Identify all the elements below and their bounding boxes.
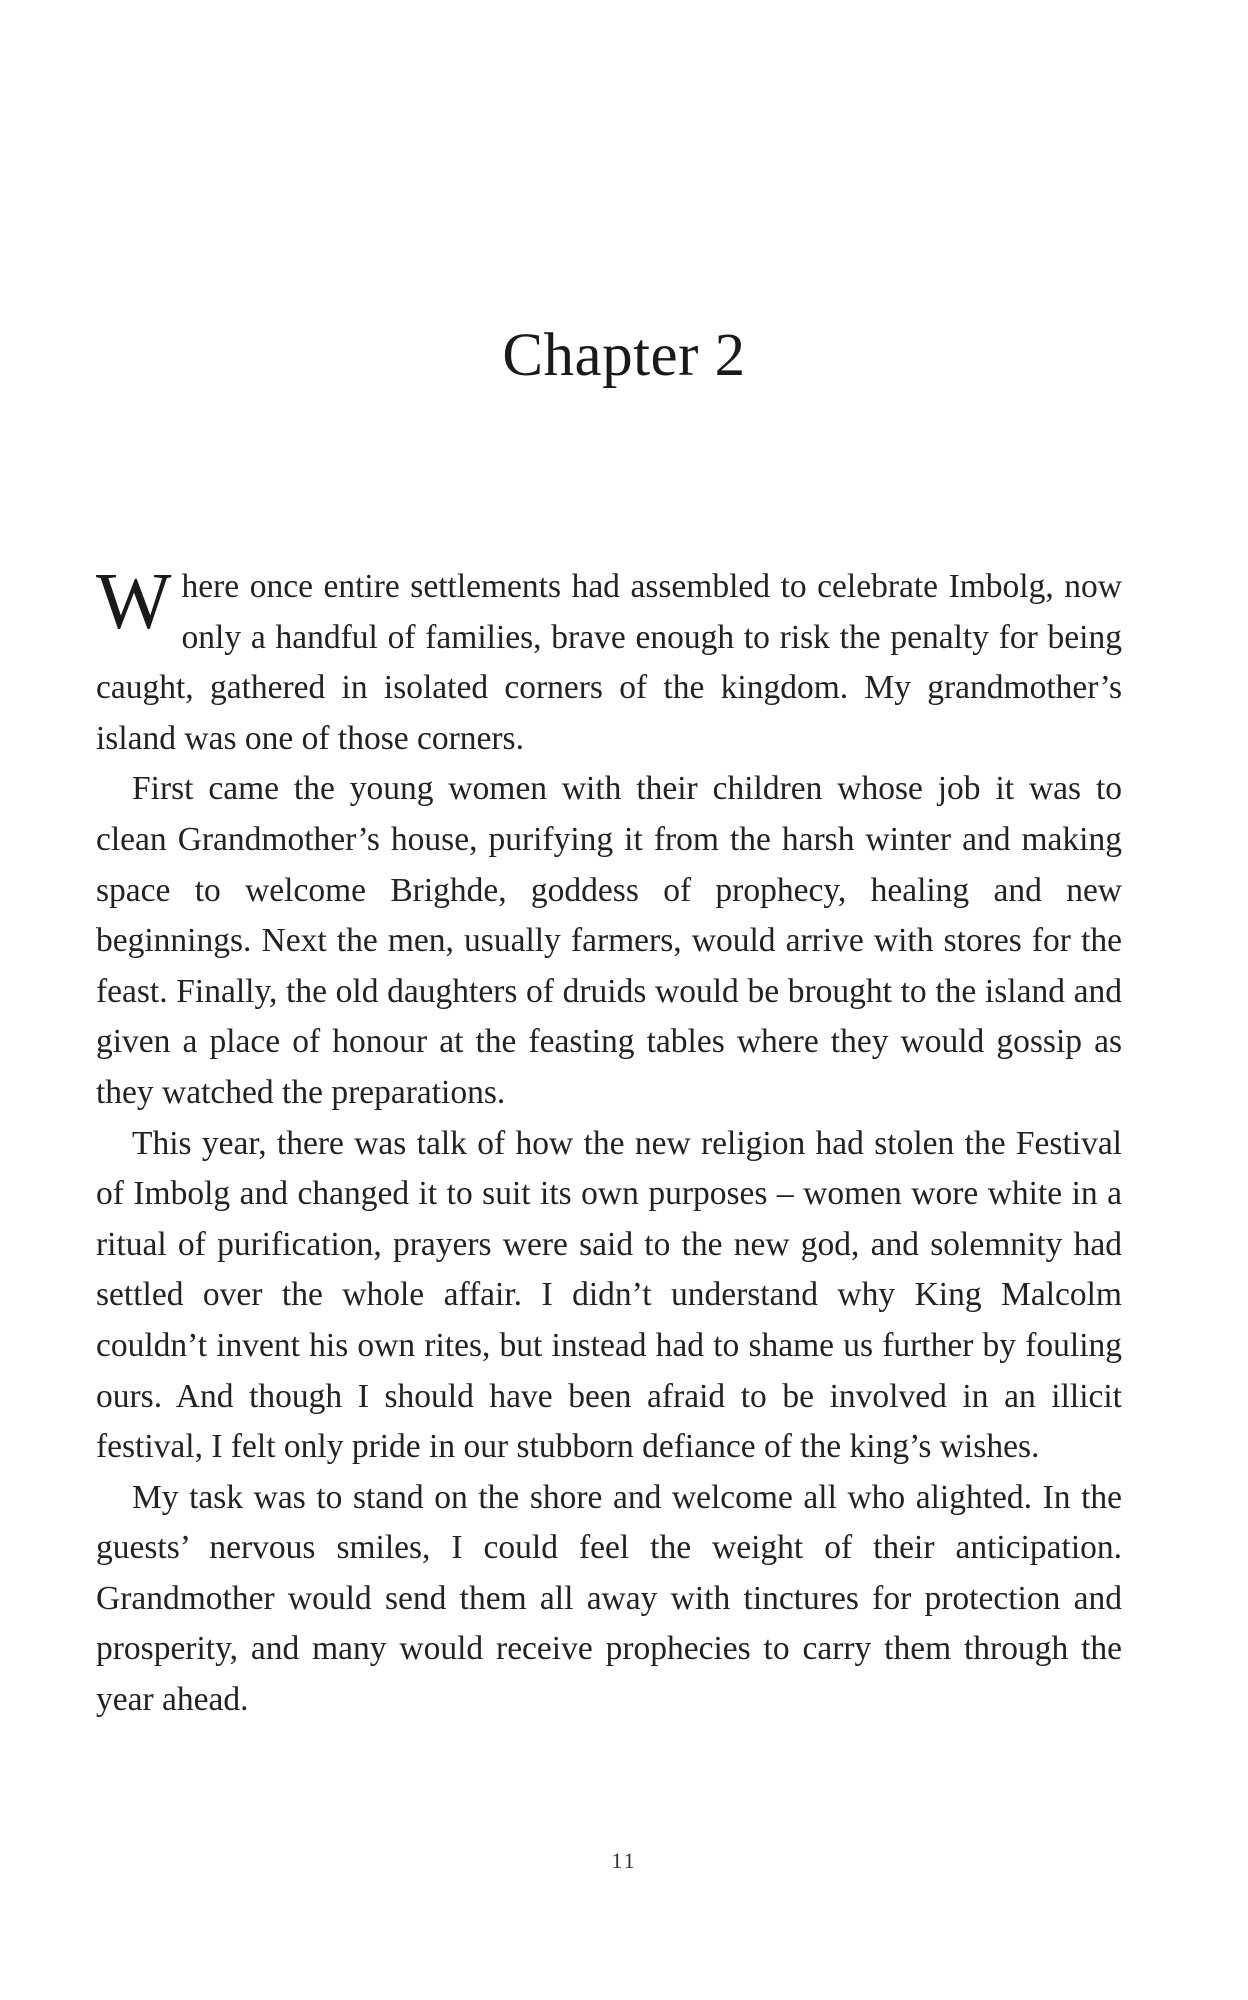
chapter-body: [96, 558, 1122, 1726]
paragraph-1: [96, 558, 1122, 764]
paragraph-4: My task was to stand on the shore and welcome all who alighted. In the guests’ nervous smiles, I could feel the weight of their anticipation. Grandmother would send them all away with tinctures for protection and prosperity, and many would receive prophecies to carry them through the year ahead.: [96, 1478, 1122, 1719]
drop-cap: W: [96, 558, 172, 646]
paragraph-2: First came the young women with their children whose job it was to clean Grandmother’s house, purifying it from the harsh winter and making space to welcome Brighde, goddess of prophecy, healing and new beginnings. Next the men, usually farmers, would arrive with stores for the feast. Finally, the old daughters of druids would be brought to the island and given a place of honour at the feasting tables where they would gossip as they watched the preparations.: [96, 770, 1122, 1111]
page-number: 11: [611, 1848, 637, 1873]
chapter-title: Chapter 2: [502, 322, 746, 389]
paragraph-3: This year, there was talk of how the new religion had stolen the Festival of Imbolg and changed it to suit its own purposes – women wore white in a ritual of purification, prayers were said to the new god, and solemnity had settled over the whole affair. I didn’t understand why King Malcolm couldn’t invent his own rites, but instead had to shame us further by fouling ours. And though I should have been afraid to be involved in an illicit festival, I felt only pride in our stubborn defiance of the king’s wishes.: [96, 1124, 1122, 1466]
paragraph-1-text: here once entire settlements had assembled to celebrate Imbolg, now only a handful of families, brave enough to risk the penalty for being caught, gathered in isolated corners of the kingdom. My grandmother’s island was one of those corners.: [96, 568, 1122, 757]
